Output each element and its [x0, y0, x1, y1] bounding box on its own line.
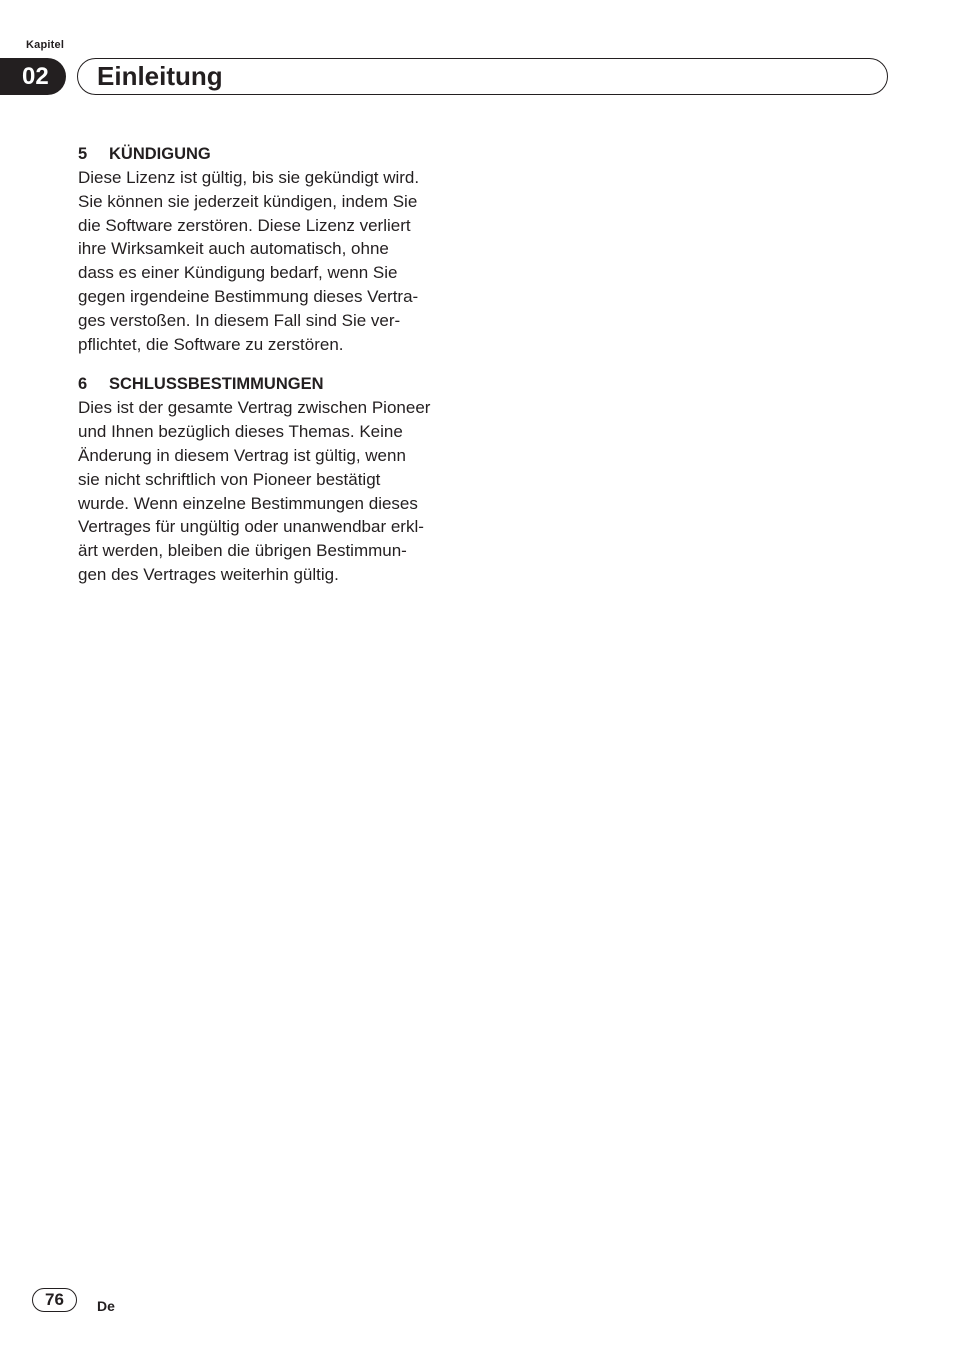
body-line: ärt werden, bleiben die übrigen Bestimmun-	[78, 541, 407, 561]
body-line: ges verstoßen. In diesem Fall sind Sie ver-	[78, 310, 401, 330]
body-line: Dies ist der gesamte Vertrag zwischen Pioneer	[78, 398, 431, 418]
section-title: KÜNDIGUNG	[109, 145, 211, 163]
kapitel-label: Kapitel	[26, 39, 65, 51]
body-line: Änderung in diesem Vertrag ist gültig, wenn	[78, 445, 406, 465]
body-line: sie nicht schriftlich von Pioneer bestätigt	[78, 469, 381, 489]
body-line: Diese Lizenz ist gültig, bis sie gekündigt wird.	[78, 168, 420, 187]
section-number: 6	[78, 375, 88, 394]
section-heading	[78, 142, 468, 166]
chapter-title-box	[77, 58, 888, 95]
body-line: und Ihnen bezüglich dieses Themas. Keine	[78, 422, 403, 442]
chapter-number-badge: 02	[0, 58, 66, 95]
language-label: De	[97, 1298, 115, 1314]
body-line: Vertrages für ungültig oder unanwendbar erkl-	[78, 517, 424, 537]
body-line: ihre Wirksamkeit auch automatisch, ohne	[78, 239, 389, 259]
body-line: dass es einer Kündigung bedarf, wenn Sie	[78, 263, 398, 283]
body-line: gen des Vertrages weiterhin gültig.	[78, 564, 339, 584]
main-content	[78, 142, 468, 603]
body-line: pflichtet, die Software zu zerstören.	[78, 334, 344, 354]
section-heading	[78, 372, 468, 396]
body-line: die Software zerstören. Diese Lizenz verliert	[78, 215, 411, 235]
section-title: SCHLUSSBESTIMMUNGEN	[109, 375, 324, 394]
section-schlussbestimmungen	[78, 372, 468, 586]
section-number: 5	[78, 145, 88, 163]
page-number: 76	[32, 1288, 77, 1312]
section-kuendigung	[78, 142, 468, 356]
body-line: wurde. Wenn einzelne Bestimmungen dieses	[78, 493, 418, 513]
body-line: Sie können sie jederzeit kündigen, indem Sie	[78, 191, 418, 211]
chapter-title: Einleitung	[97, 61, 223, 91]
body-line: gegen irgendeine Bestimmung dieses Vertra-	[78, 286, 419, 306]
